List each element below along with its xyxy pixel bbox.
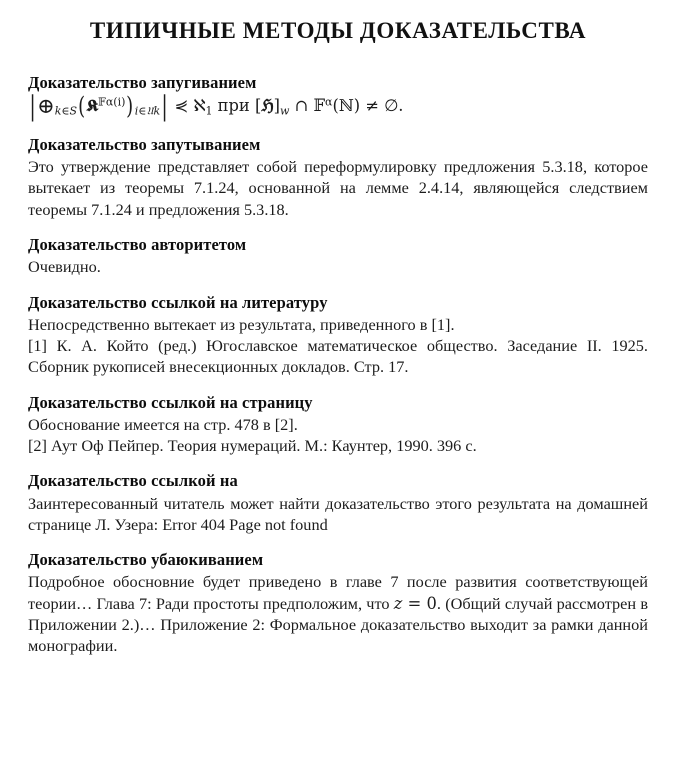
section-heading: Доказательство авторитетом <box>28 235 247 255</box>
f-superscript-alpha: α <box>325 95 333 109</box>
fraktur-h: ℌ <box>261 96 274 116</box>
blackboard-n: ℕ <box>338 96 354 116</box>
section-heading: Доказательство ссылкой на страницу <box>28 392 313 412</box>
section-paragraph: Очевидно. <box>28 257 101 277</box>
page-title: ТИПИЧНЫЕ МЕТОДЫ ДОКАЗАТЕЛЬСТВА <box>89 18 587 43</box>
inline-math-z-equals-zero: z = 0 <box>393 593 437 613</box>
section-confusion <box>28 135 648 220</box>
paren-subscript-k: k <box>153 104 161 118</box>
document-page <box>0 18 676 768</box>
math-variable-z: z <box>393 593 403 613</box>
blackboard-f: 𝔽 <box>313 96 325 116</box>
bracket-close: ] <box>273 96 280 116</box>
section-broken-link-reference <box>28 471 648 535</box>
superscript-arg: (i) <box>113 95 126 109</box>
section-authority <box>28 235 648 277</box>
relation-precedes: ⋞ <box>174 96 189 116</box>
not-equal-symbol: ≠ <box>365 96 379 116</box>
bracket-subscript: w <box>279 104 290 118</box>
formula-period: . <box>398 96 404 116</box>
fraktur-k: 𝕶 <box>86 96 99 116</box>
superscript-alpha: α <box>105 95 114 109</box>
bigoplus-icon: ⊕ <box>37 94 55 119</box>
section-paragraph: Подробное обосновние будет приведено в главе 7 после развития соответствующей теории… Глава 7: Ради простоты предположим, что z = 0. (Общий случай рассмотрен в Приложении 2.)… Приложение 2: Формальное доказательство выходит за рамки данной монографии. <box>28 572 649 656</box>
section-literature-reference <box>28 293 648 378</box>
section-heading: Доказательство запугиванием <box>28 73 257 93</box>
bibliography-entry-2: [2] Аут Оф Пейпер. Теория нумераций. М.: Каунтер, 1990. 396 с. <box>28 436 477 456</box>
f-arg-open: ( <box>332 96 339 116</box>
bracket-open: [ <box>254 96 262 116</box>
section-paragraph: Обоснование имеется на стр. 478 в [2]. <box>28 414 298 434</box>
section-heading: Доказательство запутыванием <box>28 134 261 154</box>
section-heading: Доказательство ссылкой на литературу <box>28 292 328 312</box>
aleph-subscript: 1 <box>205 104 213 118</box>
bigoplus-subscript: k∈S <box>54 104 78 118</box>
section-lulling <box>28 550 648 657</box>
section-paragraph: Непосредственно вытекает из результата, приведенного в [1]. <box>28 314 455 334</box>
paren-subscript: i∈𝔘 <box>134 104 154 118</box>
section-heading: Доказательство убаюкиванием <box>28 550 264 570</box>
superscript-blackboard-f: 𝔽 <box>98 95 106 109</box>
section-page-reference <box>28 393 648 457</box>
section-paragraph: Заинтересованный читатель может найти доказательство этого результата на домашней странице Л. Узера: Error 404 Page not found <box>28 493 648 534</box>
section-heading: Доказательство ссылкой на <box>28 471 238 491</box>
empty-set-symbol: ∅ <box>384 96 399 116</box>
formula-connector: при <box>217 96 250 116</box>
math-expression: $|\oplus_{k\in S}(𝕶^{𝔽\alpha(i)})_{i\in 𝔘k}|$ ⋞ ℵ$_1$ при $[ℌ]_w$ ∩ 𝔽$^\alpha$(ℕ) ≠ ∅. <box>29 91 404 123</box>
section-paragraph: Это утверждение представляет собой переформулировку предложения 5.3.18, которое вытекает из теоремы 7.1.24, основанной на лемме 2.4.14, являющейся следствием теоремы 7.1.24 и предложения 5.3.18. <box>28 157 648 219</box>
aleph-symbol: ℵ <box>193 96 206 116</box>
formula-line <box>28 91 648 123</box>
bibliography-entry-1: [1] К. А. Който (ред.) Югославское математическое общество. Заседание II. 1925. Сборник рукописей внесекционных докладов. Стр. 17. <box>28 335 648 377</box>
intersection-symbol: ∩ <box>294 96 309 116</box>
f-arg-close: ) <box>353 96 361 116</box>
section-intimidation <box>28 73 648 123</box>
sections-container <box>28 73 648 656</box>
